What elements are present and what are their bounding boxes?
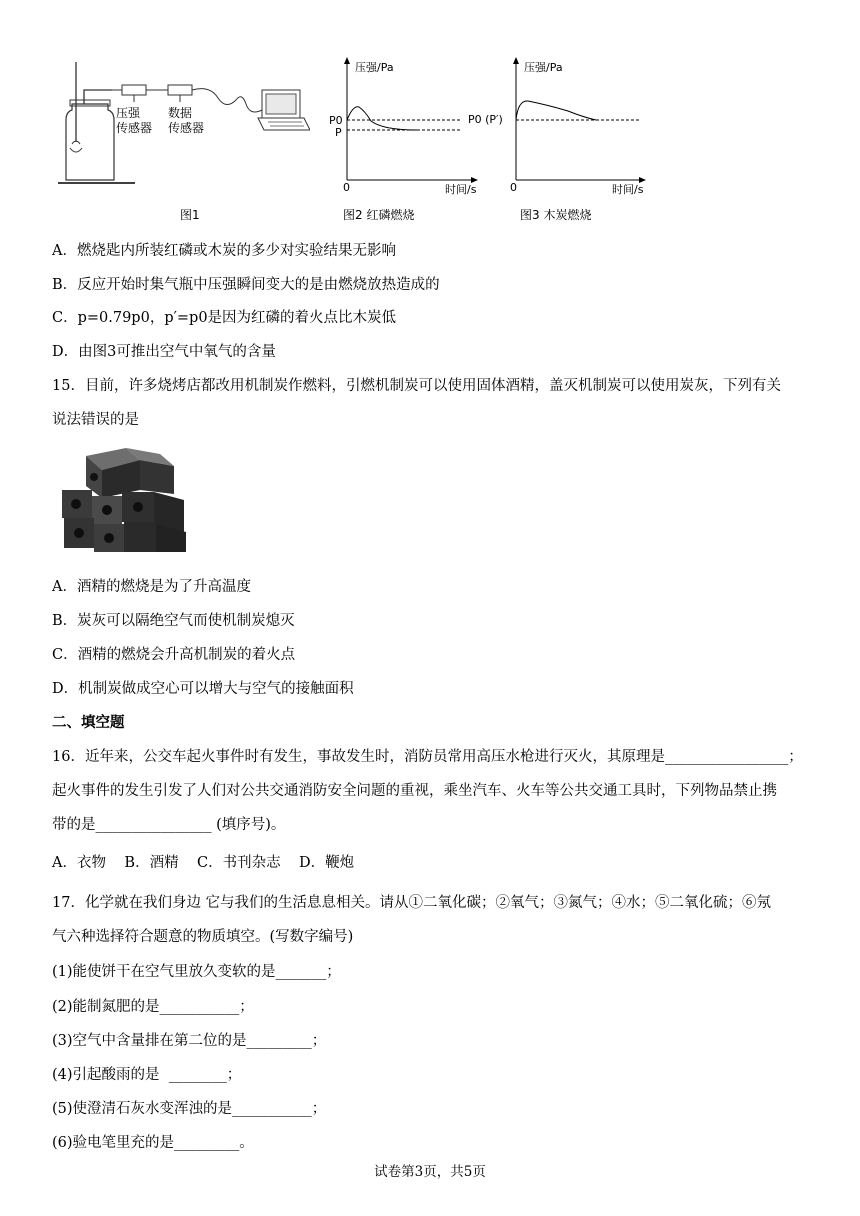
figure-3-xlabel: 时间/s	[612, 183, 644, 196]
charcoal-image	[56, 440, 192, 560]
q17-line2: 气六种选择符合题意的物质填空。(写数字编号)	[52, 929, 354, 945]
figure-3-ylabel: 压强/Pa	[524, 61, 563, 74]
figure-3-p0-label: P0 (P′)	[468, 113, 503, 126]
q15-option-c: C．酒精的燃烧会升高机制炭的着火点	[52, 647, 296, 663]
q14-option-b: B．反应开始时集气瓶中压强瞬间变大的是由燃烧放热造成的	[52, 277, 440, 293]
figure-1-caption: 图1	[180, 208, 200, 222]
q14-option-c: C．p=0.79p0，p′=p0是因为红磷的着火点比木炭低	[52, 310, 397, 326]
figure-3-caption: 图3 木炭燃烧	[520, 208, 592, 222]
q15-option-b: B．炭灰可以隔绝空气而使机制炭熄灭	[52, 613, 295, 629]
q17-item-4: (4)引起酸雨的是 ________；	[52, 1067, 242, 1083]
q15-stem-line1: 15．目前，许多烧烤店都改用机制炭作燃料，引燃机制炭可以使用固体酒精，盖灭机制炭可以使用炭灰，下列有关	[52, 378, 781, 394]
figure-2-graph	[325, 55, 480, 200]
q15-stem-line2: 说法错误的是	[52, 412, 139, 428]
q15-option-d: D．机制炭做成空心可以增大与空气的接触面积	[52, 681, 354, 697]
q16-line1: 16．近年来，公交车起火事件时有发生，事故发生时，消防员常用高压水枪进行灭火，其原理是_________________；	[52, 749, 803, 765]
figure-2-ylabel: 压强/Pa	[355, 61, 394, 74]
q17-item-3: (3)空气中含量排在第二位的是_________；	[52, 1033, 327, 1049]
pressure-sensor-label-1: 压强	[116, 106, 141, 120]
q17-item-2: (2)能制氮肥的是___________；	[52, 999, 254, 1015]
figure-2-origin: 0	[343, 181, 350, 194]
q16-line2: 起火事件的发生引发了人们对公共交通消防安全问题的重视，乘坐汽车、火车等公共交通工具时，下列物品禁止携	[52, 783, 777, 799]
figure-2-red-phosphorus	[325, 55, 480, 225]
figure-3-graph	[468, 55, 648, 200]
q17-line1: 17．化学就在我们身边 它与我们的生活息息相关。请从①二氧化碳；②氧气；③氮气；④水；⑤二氧化硫；⑥氖	[52, 895, 772, 911]
pressure-sensor-label-2: 传感器	[116, 121, 153, 135]
q14-option-d: D．由图3可推出空气中氧气的含量	[52, 344, 276, 360]
figure-2-p-label: P	[335, 126, 342, 139]
q15-option-a: A．酒精的燃烧是为了升高温度	[52, 579, 251, 595]
q14-option-a: A．燃烧匙内所装红磷或木炭的多少对实验结果无影响	[52, 243, 396, 259]
page-footer: 试卷第3页，共5页	[374, 1164, 486, 1180]
figure-2-caption: 图2 红磷燃烧	[343, 208, 415, 222]
section-2-title: 二、填空题	[52, 714, 125, 731]
q16-options: A．衣物 B．酒精 C．书刊杂志 D．鞭炮	[52, 855, 355, 871]
figure-3-origin: 0	[510, 181, 517, 194]
q17-item-1: (1)能使饼干在空气里放久变软的是_______；	[52, 964, 341, 980]
q17-item-6: (6)验电笔里充的是_________。	[52, 1135, 254, 1151]
figure-3-charcoal	[468, 55, 648, 225]
data-sensor-label-2: 传感器	[168, 121, 205, 135]
figure-2-xlabel: 时间/s	[445, 183, 477, 196]
figure-1-apparatus	[50, 60, 310, 225]
q16-line3: 带的是________________ (填序号)。	[52, 817, 286, 833]
figure-2-p0-label: P0	[329, 114, 343, 127]
data-sensor-label-1: 数据	[168, 106, 193, 120]
q17-item-5: (5)使澄清石灰水变浑浊的是___________；	[52, 1101, 327, 1117]
